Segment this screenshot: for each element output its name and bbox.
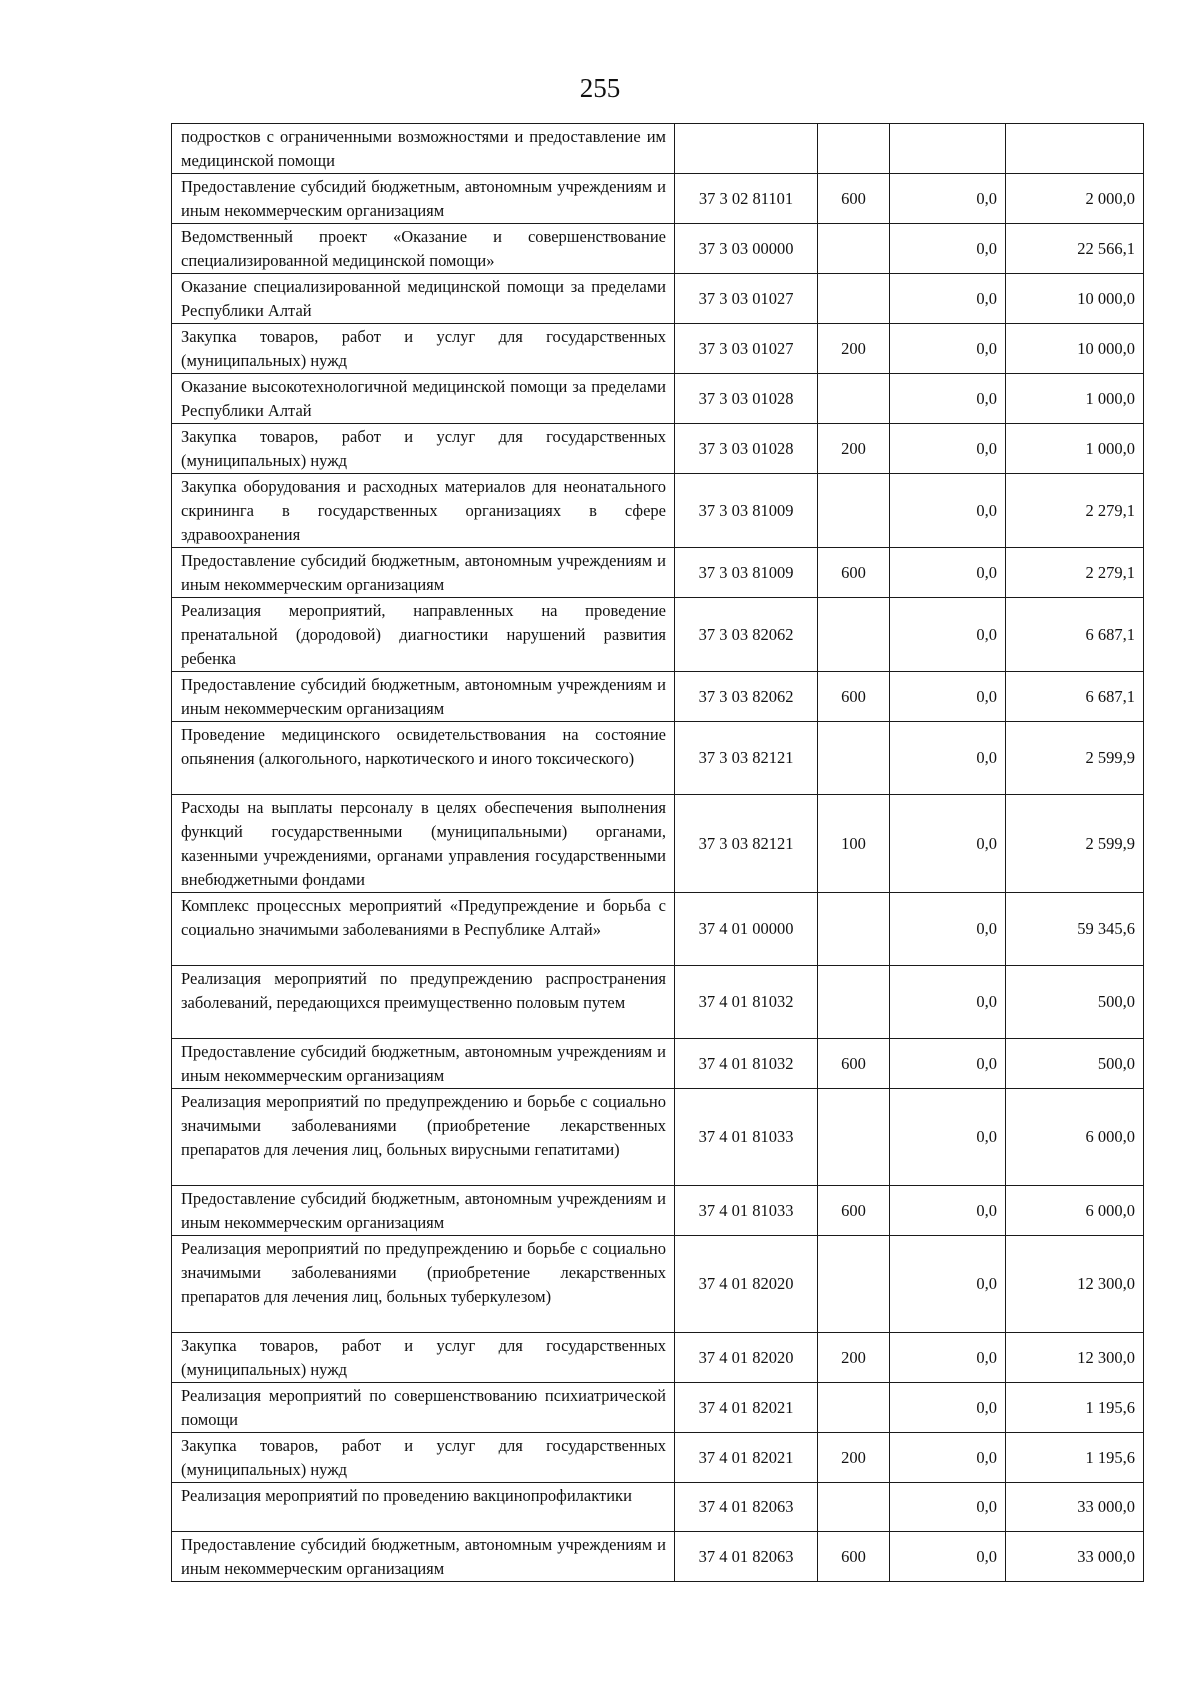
row-name-cell: Оказание высокотехнологичной медицинской помощи за пределами Республики Алтай: [172, 374, 675, 424]
row-name-cell: Реализация мероприятий по проведению вакцинопрофилактики: [172, 1483, 675, 1532]
table-row: [172, 374, 1144, 424]
row-amount-2-cell: 1 000,0: [1006, 424, 1144, 474]
table-row: [172, 1039, 1144, 1089]
row-amount-2-cell: 1 195,6: [1006, 1383, 1144, 1433]
row-name-cell: Предоставление субсидий бюджетным, автономным учреждениям и иным некоммерческим организациям: [172, 174, 675, 224]
row-name-cell: Закупка товаров, работ и услуг для государственных (муниципальных) нужд: [172, 1333, 675, 1383]
row-name-cell: Проведение медицинского освидетельствования на состояние опьянения (алкогольного, наркотического и иного токсического): [172, 722, 675, 795]
row-amount-2-cell: 10 000,0: [1006, 274, 1144, 324]
row-amount-1-cell: 0,0: [890, 424, 1006, 474]
row-name-cell: Реализация мероприятий по предупреждению и борьбе с социально значимыми заболеваниями (приобретение лекарственных препаратов для лечения лиц, больных туберкулезом): [172, 1236, 675, 1333]
row-amount-1-cell: 0,0: [890, 1039, 1006, 1089]
row-name-cell: Реализация мероприятий по предупреждению распространения заболеваний, передающихся преимущественно половым путем: [172, 966, 675, 1039]
row-amount-2-cell: 33 000,0: [1006, 1532, 1144, 1582]
row-expense-type-cell: 600: [818, 174, 890, 224]
row-name-cell: Предоставление субсидий бюджетным, автономным учреждениям и иным некоммерческим организациям: [172, 1186, 675, 1236]
row-expense-type-cell: 200: [818, 324, 890, 374]
table-row: [172, 1433, 1144, 1483]
row-name-cell: Предоставление субсидий бюджетным, автономным учреждениям и иным некоммерческим организациям: [172, 1039, 675, 1089]
row-amount-1-cell: [890, 124, 1006, 174]
table-row: [172, 1186, 1144, 1236]
table-row: [172, 474, 1144, 548]
budget-table-body: [172, 124, 1144, 1582]
row-amount-2-cell: 59 345,6: [1006, 893, 1144, 966]
row-amount-2-cell: 500,0: [1006, 1039, 1144, 1089]
row-code-cell: 37 3 03 82062: [675, 672, 818, 722]
row-amount-2-cell: 12 300,0: [1006, 1236, 1144, 1333]
row-amount-1-cell: 0,0: [890, 1089, 1006, 1186]
row-name-cell: Реализация мероприятий по предупреждению и борьбе с социально значимыми заболеваниями (приобретение лекарственных препаратов для лечения лиц, больных вирусными гепатитами): [172, 1089, 675, 1186]
row-amount-2-cell: 2 279,1: [1006, 548, 1144, 598]
row-expense-type-cell: [818, 274, 890, 324]
row-amount-1-cell: 0,0: [890, 224, 1006, 274]
row-expense-type-cell: [818, 474, 890, 548]
table-row: [172, 1236, 1144, 1333]
row-amount-1-cell: 0,0: [890, 893, 1006, 966]
row-code-cell: 37 4 01 82021: [675, 1383, 818, 1433]
row-name-cell: Расходы на выплаты персоналу в целях обеспечения выполнения функций государственными (муниципальными) органами, казенными учреждениями, органами управления государственными внебюджетными фондами: [172, 795, 675, 893]
row-amount-2-cell: 1 000,0: [1006, 374, 1144, 424]
row-code-cell: 37 4 01 81032: [675, 966, 818, 1039]
table-row: [172, 324, 1144, 374]
table-row: [172, 966, 1144, 1039]
row-amount-1-cell: 0,0: [890, 374, 1006, 424]
row-expense-type-cell: 200: [818, 424, 890, 474]
row-name-cell: Комплекс процессных мероприятий «Предупреждение и борьба с социально значимыми заболеваниями в Республике Алтай»: [172, 893, 675, 966]
row-expense-type-cell: [818, 124, 890, 174]
row-code-cell: 37 3 02 81101: [675, 174, 818, 224]
row-expense-type-cell: [818, 224, 890, 274]
table-row: [172, 672, 1144, 722]
row-code-cell: 37 3 03 82121: [675, 795, 818, 893]
row-amount-2-cell: 6 687,1: [1006, 672, 1144, 722]
row-name-cell: Предоставление субсидий бюджетным, автономным учреждениям и иным некоммерческим организациям: [172, 548, 675, 598]
row-amount-1-cell: 0,0: [890, 1383, 1006, 1433]
row-amount-1-cell: 0,0: [890, 672, 1006, 722]
row-code-cell: [675, 124, 818, 174]
budget-table: [171, 123, 1144, 1582]
row-expense-type-cell: 600: [818, 548, 890, 598]
row-amount-2-cell: 33 000,0: [1006, 1483, 1144, 1532]
row-amount-1-cell: 0,0: [890, 1333, 1006, 1383]
table-row: [172, 1383, 1144, 1433]
row-name-cell: Реализация мероприятий по совершенствованию психиатрической помощи: [172, 1383, 675, 1433]
row-amount-2-cell: 22 566,1: [1006, 224, 1144, 274]
page-number: 255: [579, 73, 621, 103]
row-name-cell: Закупка товаров, работ и услуг для государственных (муниципальных) нужд: [172, 1433, 675, 1483]
table-row: [172, 722, 1144, 795]
row-expense-type-cell: 200: [818, 1433, 890, 1483]
row-amount-2-cell: 6 000,0: [1006, 1089, 1144, 1186]
row-amount-1-cell: 0,0: [890, 598, 1006, 672]
row-amount-1-cell: 0,0: [890, 1236, 1006, 1333]
row-code-cell: 37 3 03 01028: [675, 424, 818, 474]
table-row: [172, 548, 1144, 598]
row-expense-type-cell: [818, 1483, 890, 1532]
row-name-cell: подростков с ограниченными возможностями и предоставление им медицинской помощи: [172, 124, 675, 174]
row-name-cell: Предоставление субсидий бюджетным, автономным учреждениям и иным некоммерческим организациям: [172, 672, 675, 722]
row-name-cell: Предоставление субсидий бюджетным, автономным учреждениям и иным некоммерческим организациям: [172, 1532, 675, 1582]
row-expense-type-cell: 100: [818, 795, 890, 893]
row-amount-2-cell: 2 000,0: [1006, 174, 1144, 224]
row-expense-type-cell: 600: [818, 672, 890, 722]
table-row: [172, 1483, 1144, 1532]
row-name-cell: Оказание специализированной медицинской помощи за пределами Республики Алтай: [172, 274, 675, 324]
row-expense-type-cell: [818, 722, 890, 795]
row-code-cell: 37 4 01 82020: [675, 1333, 818, 1383]
row-amount-1-cell: 0,0: [890, 795, 1006, 893]
row-amount-1-cell: 0,0: [890, 474, 1006, 548]
row-code-cell: 37 4 01 81033: [675, 1089, 818, 1186]
row-expense-type-cell: 600: [818, 1186, 890, 1236]
table-row: [172, 124, 1144, 174]
row-expense-type-cell: 600: [818, 1039, 890, 1089]
row-amount-1-cell: 0,0: [890, 722, 1006, 795]
row-code-cell: 37 3 03 81009: [675, 548, 818, 598]
table-row: [172, 174, 1144, 224]
row-amount-1-cell: 0,0: [890, 1483, 1006, 1532]
row-amount-2-cell: 2 599,9: [1006, 722, 1144, 795]
row-amount-2-cell: 6 000,0: [1006, 1186, 1144, 1236]
row-code-cell: 37 4 01 82021: [675, 1433, 818, 1483]
row-name-cell: Реализация мероприятий, направленных на проведение пренатальной (дородовой) диагностики нарушений развития ребенка: [172, 598, 675, 672]
row-code-cell: 37 3 03 01027: [675, 324, 818, 374]
row-expense-type-cell: [818, 893, 890, 966]
row-amount-2-cell: 10 000,0: [1006, 324, 1144, 374]
row-amount-1-cell: 0,0: [890, 966, 1006, 1039]
row-code-cell: 37 3 03 82121: [675, 722, 818, 795]
row-code-cell: 37 4 01 82063: [675, 1483, 818, 1532]
row-code-cell: 37 4 01 00000: [675, 893, 818, 966]
row-name-cell: Закупка оборудования и расходных материалов для неонатального скрининга в государственных организациях в сфере здравоохранения: [172, 474, 675, 548]
row-amount-1-cell: 0,0: [890, 1433, 1006, 1483]
table-row: [172, 274, 1144, 324]
row-code-cell: 37 3 03 82062: [675, 598, 818, 672]
row-code-cell: 37 4 01 82063: [675, 1532, 818, 1582]
row-expense-type-cell: 200: [818, 1333, 890, 1383]
table-row: [172, 795, 1144, 893]
row-expense-type-cell: [818, 1089, 890, 1186]
row-name-cell: Закупка товаров, работ и услуг для государственных (муниципальных) нужд: [172, 424, 675, 474]
table-row: [172, 598, 1144, 672]
row-amount-1-cell: 0,0: [890, 274, 1006, 324]
table-row: [172, 424, 1144, 474]
row-code-cell: 37 3 03 01027: [675, 274, 818, 324]
row-code-cell: 37 4 01 82020: [675, 1236, 818, 1333]
table-row: [172, 1532, 1144, 1582]
row-name-cell: Ведомственный проект «Оказание и совершенствование специализированной медицинской помощи»: [172, 224, 675, 274]
row-code-cell: 37 4 01 81033: [675, 1186, 818, 1236]
row-amount-1-cell: 0,0: [890, 324, 1006, 374]
row-amount-2-cell: 2 279,1: [1006, 474, 1144, 548]
row-amount-1-cell: 0,0: [890, 1532, 1006, 1582]
table-row: [172, 224, 1144, 274]
row-amount-1-cell: 0,0: [890, 1186, 1006, 1236]
row-amount-2-cell: 1 195,6: [1006, 1433, 1144, 1483]
table-row: [172, 893, 1144, 966]
row-amount-2-cell: 6 687,1: [1006, 598, 1144, 672]
table-row: [172, 1333, 1144, 1383]
row-code-cell: 37 3 03 00000: [675, 224, 818, 274]
table-row: [172, 1089, 1144, 1186]
row-code-cell: 37 3 03 81009: [675, 474, 818, 548]
row-amount-2-cell: 12 300,0: [1006, 1333, 1144, 1383]
row-code-cell: 37 4 01 81032: [675, 1039, 818, 1089]
row-code-cell: 37 3 03 01028: [675, 374, 818, 424]
row-expense-type-cell: 600: [818, 1532, 890, 1582]
row-name-cell: Закупка товаров, работ и услуг для государственных (муниципальных) нужд: [172, 324, 675, 374]
row-expense-type-cell: [818, 374, 890, 424]
row-expense-type-cell: [818, 1236, 890, 1333]
row-amount-2-cell: 500,0: [1006, 966, 1144, 1039]
row-amount-2-cell: [1006, 124, 1144, 174]
row-expense-type-cell: [818, 966, 890, 1039]
row-expense-type-cell: [818, 1383, 890, 1433]
row-expense-type-cell: [818, 598, 890, 672]
row-amount-1-cell: 0,0: [890, 174, 1006, 224]
row-amount-2-cell: 2 599,9: [1006, 795, 1144, 893]
row-amount-1-cell: 0,0: [890, 548, 1006, 598]
